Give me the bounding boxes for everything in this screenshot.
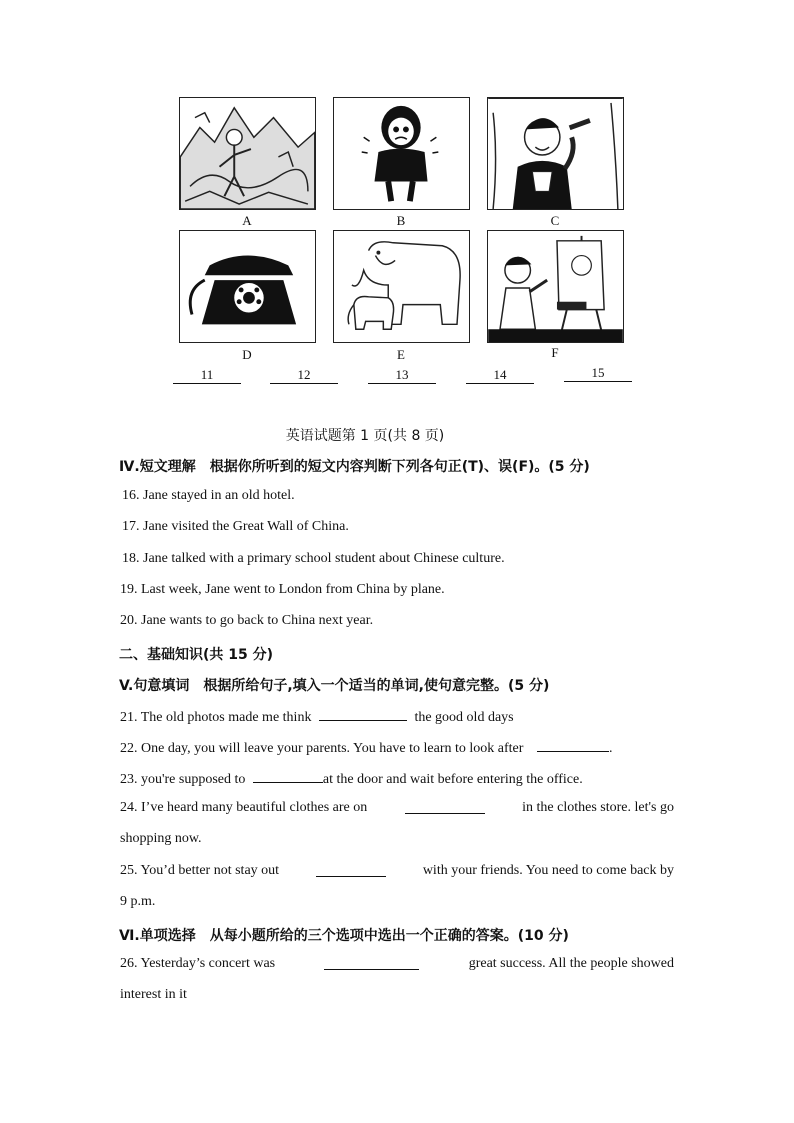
question-26-text-after: great success. All the people showed bbox=[468, 956, 674, 971]
question-19: 19. Last week, Jane went to London from China by plane. bbox=[120, 582, 445, 597]
question-25-blank[interactable] bbox=[316, 863, 386, 877]
question-26-text-before: 26. Yesterday’s concert was bbox=[120, 956, 276, 971]
answer-blank-13[interactable]: 13 bbox=[368, 367, 436, 384]
boy-singing-microphone-icon bbox=[488, 98, 623, 209]
question-20: 20. Jane wants to go back to China next year. bbox=[120, 613, 374, 628]
question-23-text-before: 23. you're supposed to bbox=[120, 772, 246, 787]
picture-letter-c: C bbox=[550, 213, 560, 228]
question-22 bbox=[120, 738, 612, 757]
question-23-blank[interactable] bbox=[253, 769, 323, 783]
picture-d bbox=[179, 230, 316, 343]
picture-letter-f: F bbox=[551, 345, 559, 360]
answer-blank-15[interactable]: 15 bbox=[564, 365, 632, 382]
part-2-heading: 二、基础知识(共 15 分) bbox=[119, 647, 274, 663]
answer-blank-14[interactable]: 14 bbox=[466, 367, 534, 384]
section-6-heading: Ⅵ.单项选择 从每小题所给的三个选项中选出一个正确的答案。(10 分) bbox=[119, 928, 569, 944]
picture-f bbox=[487, 230, 624, 343]
question-24-blank[interactable] bbox=[405, 800, 485, 814]
picture-e bbox=[333, 230, 470, 343]
question-26-continued: interest in it bbox=[120, 987, 187, 1002]
question-21-text-before: 21. The old photos made me think bbox=[120, 710, 312, 725]
section-4-heading: Ⅳ.短文理解 根据你所听到的短文内容判断下列各句正(T)、误(F)。(5 分) bbox=[119, 459, 590, 475]
question-21-blank[interactable] bbox=[319, 707, 407, 721]
question-22-text-before: 22. One day, you will leave your parents. You have to learn to look after bbox=[120, 741, 524, 756]
picture-letter-b: B bbox=[396, 213, 406, 228]
answer-blank-12[interactable]: 12 bbox=[270, 367, 338, 384]
old-telephone-icon bbox=[180, 231, 315, 342]
nervous-person-icon bbox=[334, 98, 469, 209]
question-23-text-after: at the door and wait before entering the office. bbox=[322, 772, 583, 787]
girl-painting-easel-icon bbox=[488, 231, 623, 342]
question-22-text-after: . bbox=[608, 741, 613, 756]
question-25-text-after: with your friends. You need to come back by bbox=[422, 863, 674, 878]
mountain-climber-scene-icon bbox=[180, 98, 315, 209]
question-24 bbox=[120, 800, 674, 816]
question-22-blank[interactable] bbox=[537, 738, 609, 752]
picture-letter-e: E bbox=[397, 347, 405, 362]
picture-b bbox=[333, 97, 470, 210]
picture-letter-d: D bbox=[242, 347, 252, 362]
picture-letter-a: A bbox=[242, 213, 252, 228]
question-25-first-line bbox=[120, 863, 674, 879]
elephants-icon bbox=[334, 231, 469, 342]
question-17: 17. Jane visited the Great Wall of China. bbox=[122, 519, 349, 534]
question-21-text-after: the good old days bbox=[414, 710, 514, 725]
question-21 bbox=[120, 707, 514, 726]
question-24-text-after: in the clothes store. let's go bbox=[522, 800, 674, 815]
question-26 bbox=[120, 956, 674, 972]
question-26-first-line bbox=[120, 956, 674, 972]
question-24-text-before: 24. I’ve heard many beautiful clothes are on bbox=[120, 800, 368, 815]
picture-c bbox=[487, 97, 624, 210]
question-24-first-line bbox=[120, 800, 674, 816]
page-footer: 英语试题第 1 页(共 8 页) bbox=[285, 428, 445, 444]
question-24-continued: shopping now. bbox=[120, 831, 202, 846]
question-16: 16. Jane stayed in an old hotel. bbox=[122, 488, 295, 503]
question-25-text-before: 25. You’d better not stay out bbox=[120, 863, 280, 878]
picture-a bbox=[179, 97, 316, 210]
question-23 bbox=[120, 769, 583, 788]
section-5-heading: V.句意填词 根据所给句子,填入一个适当的单词,使句意完整。(5 分) bbox=[119, 678, 550, 694]
question-18: 18. Jane talked with a primary school student about Chinese culture. bbox=[122, 551, 505, 566]
question-25-continued: 9 p.m. bbox=[120, 894, 156, 909]
question-26-blank[interactable] bbox=[324, 956, 419, 970]
answer-blank-11[interactable]: 11 bbox=[173, 367, 241, 384]
question-25 bbox=[120, 863, 674, 879]
